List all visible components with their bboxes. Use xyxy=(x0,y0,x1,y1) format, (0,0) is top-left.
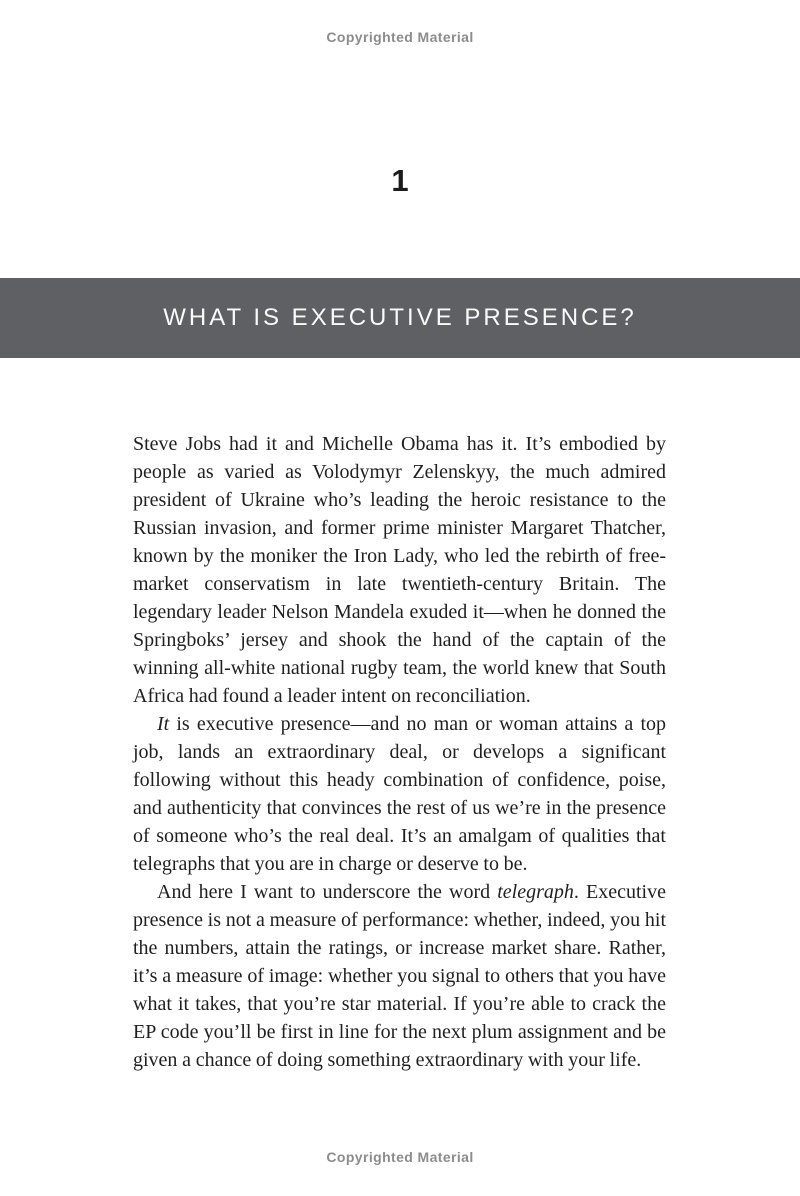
text-segment: And here I want to underscore the word xyxy=(157,881,498,903)
copyright-notice-bottom: Copyrighted Material xyxy=(326,1149,474,1165)
chapter-title: WHAT IS EXECUTIVE PRESENCE? xyxy=(163,304,637,331)
body-text xyxy=(133,430,666,1074)
copyright-notice-top: Copyrighted Material xyxy=(326,29,474,45)
text-segment: . Executive presence is not a measure of performance: whether, indeed, you hit the numbers, attain the ratings, or increase market share. Rather, it’s a measure of image: whether you signal to others that you have what it takes, that you’re star material. If you’re able to crack the EP code you’ll be first in line for the next plum assignment and be given a chance of doing something extraordinary with your life. xyxy=(133,881,666,1071)
chapter-number: 1 xyxy=(391,163,409,198)
text-segment: Steve Jobs had it and Michelle Obama has it. It’s embodied by people as varied as Volodymyr Zelenskyy, the much admired president of Ukraine who’s leading the heroic resistance to the Russian invasion, and former prime minister Margaret Thatcher, known by the moniker the Iron Lady, who led the rebirth of free-market conservatism in late twentieth-century Britain. The legendary leader Nelson Mandela exuded it—when he donned the Springboks’ jersey and shook the hand of the captain of the winning all-white national rugby team, the world knew that South Africa had found a leader intent on reconciliation. xyxy=(133,433,666,707)
body-paragraph xyxy=(133,710,666,878)
body-paragraph xyxy=(133,878,666,1074)
text-segment: is executive presence—and no man or woman attains a top job, lands an extraordinary deal, or develops a significant following without this heady combination of confidence, poise, and authenticity that convinces the rest of us we’re in the presence of someone who’s the real deal. It’s an amalgam of qualities that telegraphs that you are in charge or deserve to be. xyxy=(133,713,666,875)
italic-text: It xyxy=(157,713,170,735)
chapter-title-banner xyxy=(0,278,800,358)
body-paragraph xyxy=(133,430,666,710)
italic-text: telegraph xyxy=(497,881,574,903)
